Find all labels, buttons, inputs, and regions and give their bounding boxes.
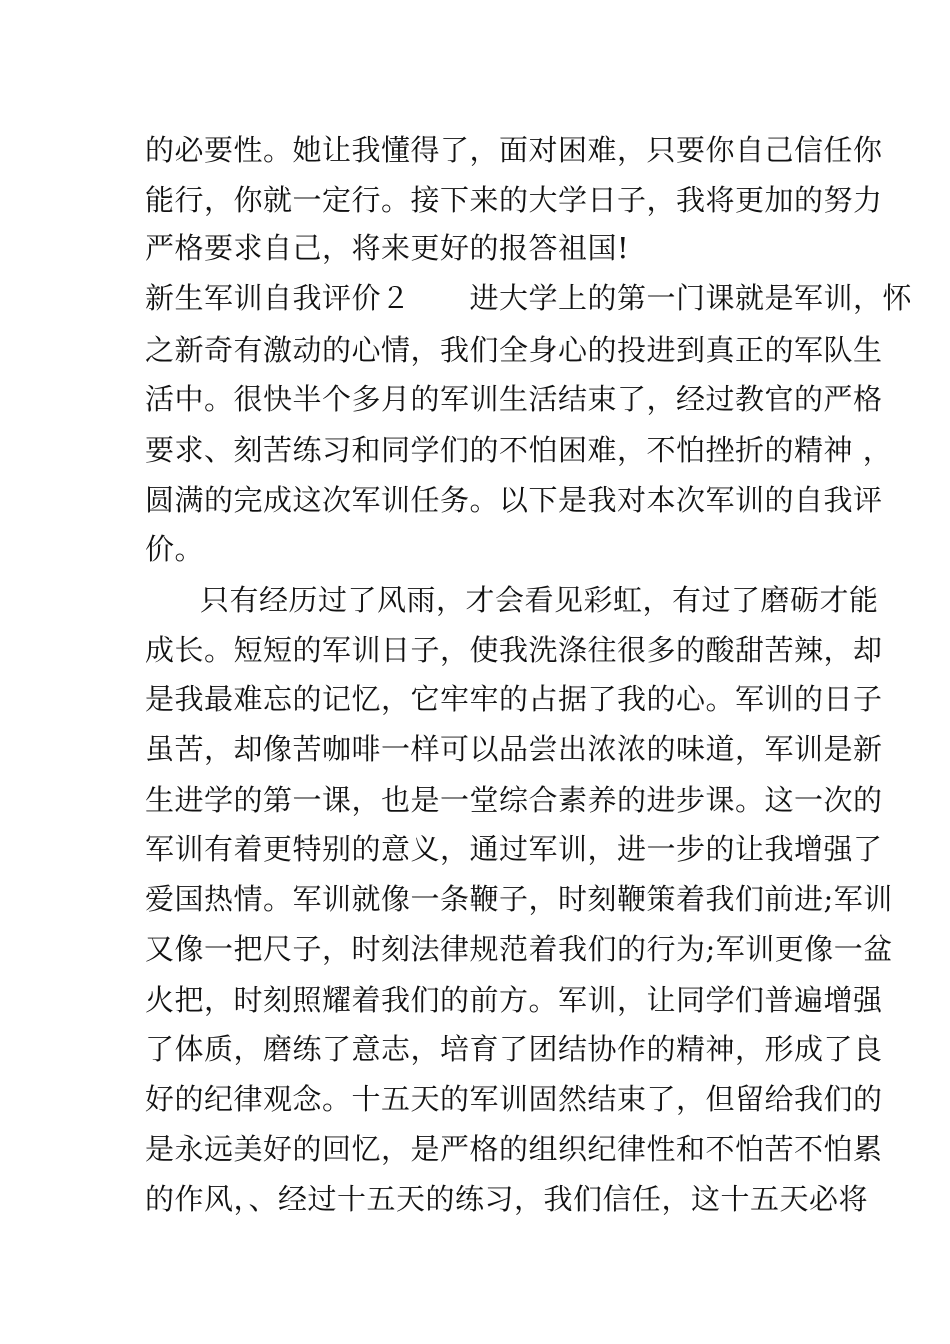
text-line: 是我最难忘的记忆，它牢牢的占据了我的心。军训的日子 <box>145 682 883 716</box>
text-line: 爱国热情。军训就像一条鞭子，时刻鞭策着我们前进;军训 <box>145 882 893 916</box>
paragraph-first-line: 只有经历过了风雨，才会看见彩虹，有过了磨砺才能 <box>200 583 879 617</box>
text-line: 之新奇有激动的心情，我们全身心的投进到真正的军队生 <box>145 333 883 367</box>
text-line: 严格要求自己，将来更好的报答祖国! <box>145 231 630 265</box>
text-line: 生进学的第一课，也是一堂综合素养的进步课。这一次的 <box>145 783 883 817</box>
text-line: 了体质，磨练了意志，培育了团结协作的精神，形成了良 <box>145 1032 883 1066</box>
text-line: 好的纪律观念。十五天的军训固然结束了，但留给我们的 <box>145 1082 883 1116</box>
text-line: 价。 <box>145 532 205 566</box>
text-line: 成长。短短的军训日子，使我洗涤往很多的酸甜苦辣，却 <box>145 633 883 667</box>
text-line: 要求、刻苦练习和同学们的不怕困难，不怕挫折的精神 ， <box>145 433 893 467</box>
text-line: 军训有着更特别的意义，通过军训，进一步的让我增强了 <box>145 832 883 866</box>
text-line: 又像一把尺子，时刻法律规范着我们的行为;军训更像一盆 <box>145 932 893 966</box>
text-line: 能行，你就一定行。接下来的大学日子，我将更加的努力 <box>145 183 883 217</box>
text-line: 虽苦，却像苦咖啡一样可以品尝出浓浓的味道，军训是新 <box>145 732 883 766</box>
text-line: 圆满的完成这次军训任务。以下是我对本次军训的自我评 <box>145 483 883 517</box>
text-line: 活中。很快半个多月的军训生活结束了，经过教官的严格 <box>145 382 883 416</box>
text-line: 的作风，、经过十五天的练习，我们信任，这十五天必将 <box>145 1182 869 1216</box>
text-line: 火把，时刻照耀着我们的前方。军训，让同学们普遍增强 <box>145 983 883 1017</box>
text-line: 是永远美好的回忆，是严格的组织纪律性和不怕苦不怕累 <box>145 1132 883 1166</box>
section-heading-line: 新生军训自我评价２ 进大学上的第一门课就是军训，怀 <box>145 281 913 315</box>
text-line: 的必要性。她让我懂得了，面对困难，只要你自己信任你 <box>145 133 883 167</box>
